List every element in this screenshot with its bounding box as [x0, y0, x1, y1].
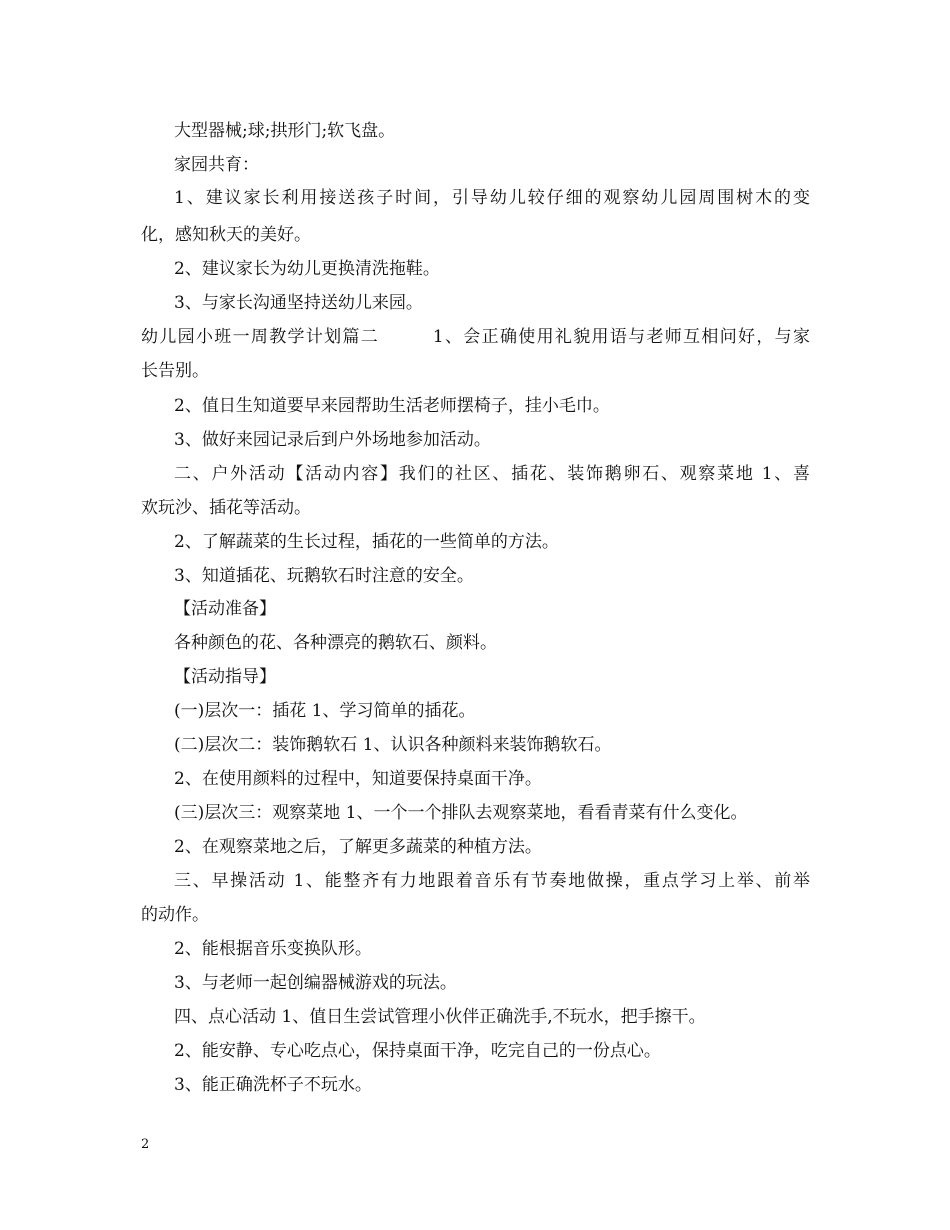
text-line: 3、做好来园记录后到户外场地参加活动。 [174, 430, 491, 450]
text-line: (三)层次三：观察菜地 1、一个一个排队去观察菜地，看看青菜有什么变化。 [174, 803, 748, 823]
text-line: 2、值日生知道要早来园帮助生活老师摆椅子，挂小毛巾。 [174, 396, 610, 416]
section-heading: 【活动指导】 [174, 667, 276, 687]
text-line: 四、点心活动 1、值日生尝试管理小伙伴正确洗手,不玩水，把手擦干。 [174, 1007, 706, 1027]
text-line: 3、与老师一起创编器械游戏的玩法。 [174, 973, 457, 993]
text-line: 3、能正确洗杯子不玩水。 [174, 1075, 372, 1095]
text-line: 2、在观察菜地之后，了解更多蔬菜的种植方法。 [174, 837, 542, 857]
text-line: 化，感知秋天的美好。 [141, 225, 311, 245]
text-line: 家园共育： [174, 155, 259, 175]
page-number: 2 [141, 1137, 150, 1152]
text-line: 2、建议家长为幼儿更换清洗拖鞋。 [174, 259, 440, 279]
section-heading: 【活动准备】 [174, 599, 276, 619]
text-line: 2、在使用颜料的过程中，知道要保持桌面干净。 [174, 769, 542, 789]
text-line: 2、能根据音乐变换队形。 [174, 939, 372, 959]
text-line: (二)层次二：装饰鹅软石 1、认识各种颜料来装饰鹅软石。 [174, 735, 612, 755]
text-line: 2、了解蔬菜的生长过程，插花的一些简单的方法。 [174, 532, 559, 552]
text-line: 大型器械;球;拱形门;软飞盘。 [174, 121, 396, 141]
text-line: 2、能安静、专心吃点心，保持桌面干净，吃完自己的一份点心。 [174, 1041, 661, 1061]
text-line: 3、与家长沟通坚持送幼儿来园。 [174, 293, 423, 313]
text-line: 的动作。 [141, 905, 209, 925]
text-line: 3、知道插花、玩鹅软石时注意的安全。 [174, 566, 474, 586]
text-line: 长告别。 [141, 361, 209, 381]
text-line: 1、建议家长利用接送孩子时间，引导幼儿较仔细的观察幼儿园周围树木的变 [174, 188, 810, 208]
text-line: 各种颜色的花、各种漂亮的鹅软石、颜料。 [174, 633, 497, 653]
text-line: 三、早操活动 1、能整齐有力地跟着音乐有节奏地做操，重点学习上举、前举 [174, 871, 810, 891]
text-line: (一)层次一：插花 1、学习简单的插花。 [174, 701, 476, 721]
text-line: 幼儿园小班一周教学计划篇二 1、会正确使用礼貌用语与老师互相问好，与家 [141, 327, 810, 347]
text-line: 二、户外活动【活动内容】我们的社区、插花、装饰鹅卵石、观察菜地 1、喜 [174, 464, 810, 484]
text-line: 欢玩沙、插花等活动。 [141, 498, 311, 518]
